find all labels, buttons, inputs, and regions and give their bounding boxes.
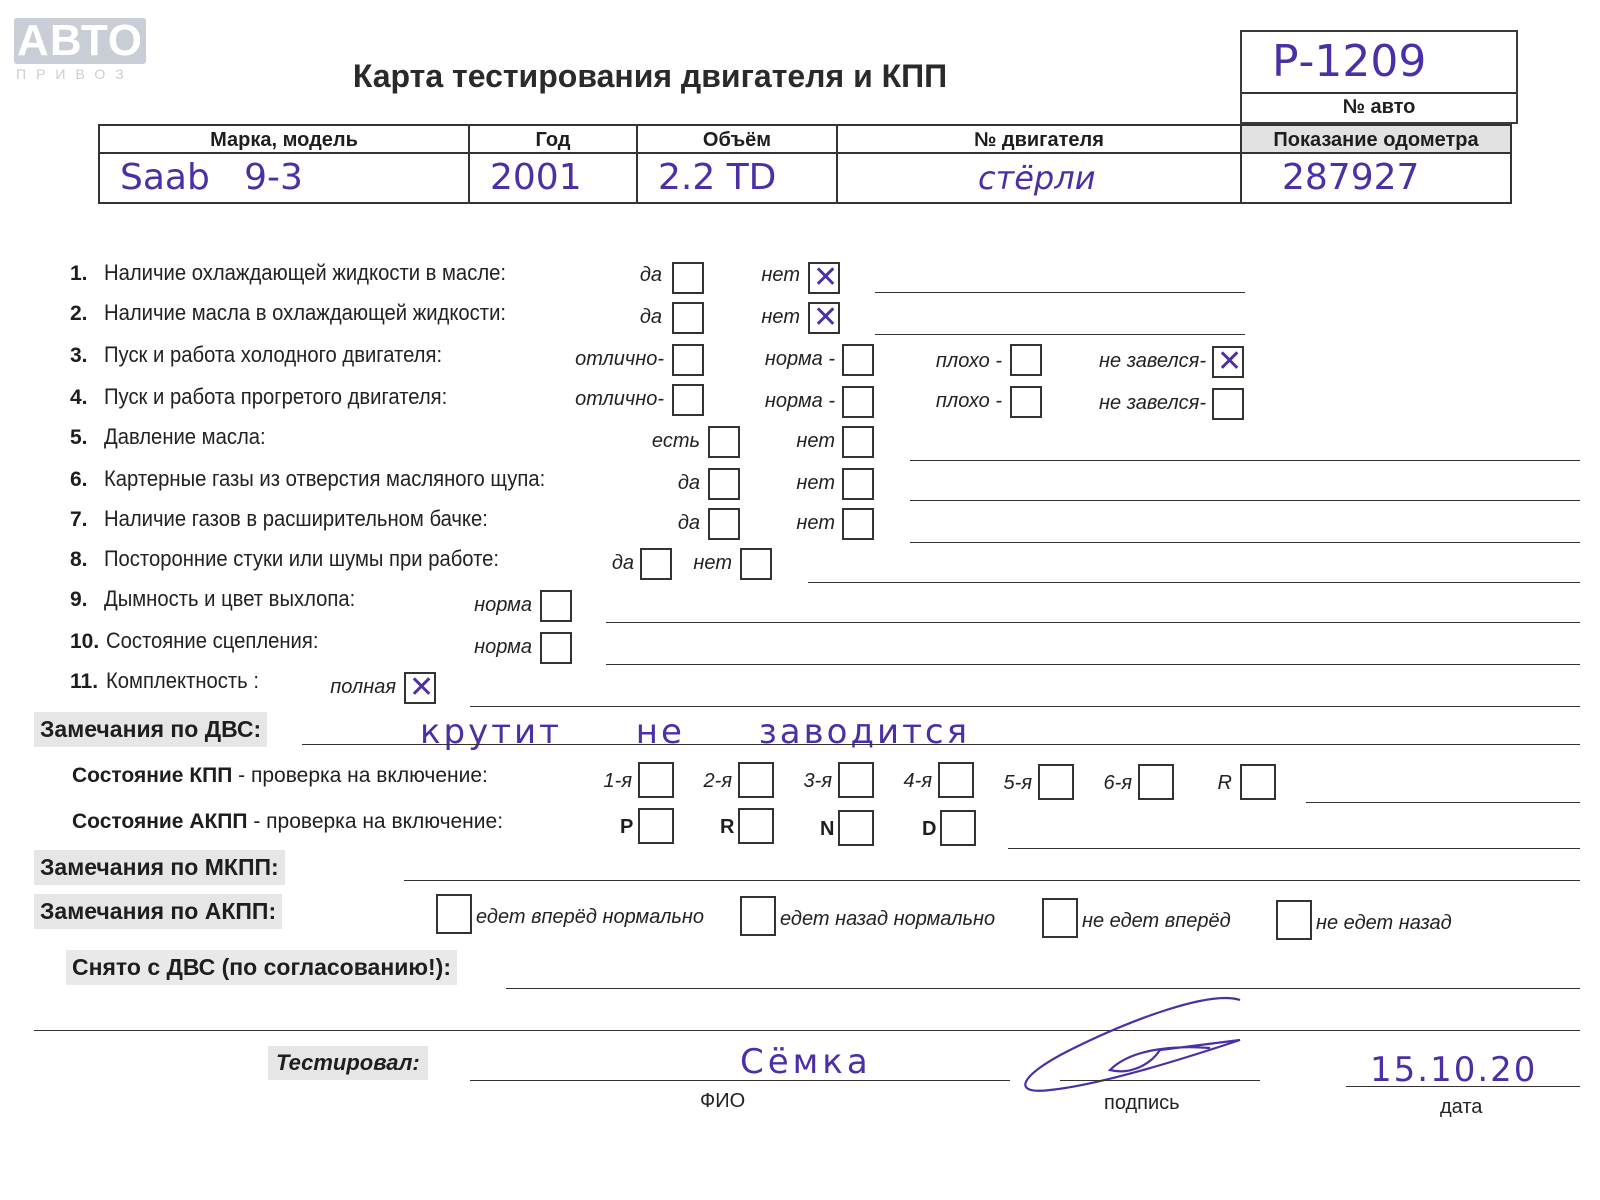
- akpp-no-forward-label: не едет вперёд: [1082, 910, 1231, 932]
- q5-label: Давление масла:: [104, 424, 266, 449]
- q10-normal-checkbox[interactable]: [540, 632, 572, 664]
- akpp-r-label: R: [720, 816, 735, 838]
- gear-3-label: 3-я: [803, 770, 832, 792]
- q4-no-start-checkbox[interactable]: [1212, 388, 1244, 420]
- q8-opt-no: нет: [693, 552, 732, 574]
- removed-label: Снято с ДВС (по согласованию!):: [66, 950, 457, 985]
- gear-1-checkbox[interactable]: [638, 762, 674, 798]
- q6-yes-checkbox[interactable]: [708, 468, 740, 500]
- date-label: дата: [1440, 1096, 1483, 1118]
- q8-no-checkbox[interactable]: [740, 548, 772, 580]
- remarks-engine-label: Замечания по ДВС:: [34, 712, 267, 747]
- gear-4-label: 4-я: [903, 770, 932, 792]
- q3-number: 3.: [70, 344, 88, 367]
- q9-normal-checkbox[interactable]: [540, 590, 572, 622]
- col-model: Марка, модель: [100, 126, 470, 152]
- page-title: Карта тестирования двигателя и КПП: [352, 58, 948, 94]
- tested-date[interactable]: 15.10.20: [1370, 1050, 1538, 1090]
- value-year: 2001: [470, 154, 638, 204]
- akpp-p-checkbox[interactable]: [638, 808, 674, 844]
- akpp-backward-ok-label: едет назад нормально: [780, 908, 996, 930]
- q6-no-checkbox[interactable]: [842, 468, 874, 500]
- q7-no-checkbox[interactable]: [842, 508, 874, 540]
- q5-yes-checkbox[interactable]: [708, 426, 740, 458]
- q10-opt-normal: норма: [474, 636, 532, 658]
- akpp-no-backward-label: не едет назад: [1316, 912, 1452, 934]
- q5-no-checkbox[interactable]: [842, 426, 874, 458]
- q4-label: Пуск и работа прогретого двигателя:: [104, 384, 448, 409]
- value-engine-number: стёрли: [838, 154, 1242, 204]
- value-odometer: 287927: [1282, 157, 1420, 198]
- akpp-forward-ok-checkbox[interactable]: [436, 894, 472, 934]
- q6-opt-no: нет: [796, 472, 835, 494]
- col-engine-number: № двигателя: [838, 126, 1242, 152]
- q2-no-checkbox[interactable]: [808, 302, 840, 334]
- q3-opt-excellent: отлично-: [575, 348, 664, 370]
- col-volume: Объём: [638, 126, 838, 152]
- gear-6-label: 6-я: [1103, 772, 1132, 794]
- q4-opt-normal: норма -: [764, 390, 835, 412]
- q7-number: 7.: [70, 508, 88, 531]
- q1-no-checkbox[interactable]: [808, 262, 840, 294]
- auto-number-label: № авто: [1342, 96, 1416, 118]
- q4-normal-checkbox[interactable]: [842, 386, 874, 418]
- q7-opt-yes: да: [677, 512, 700, 534]
- remarks-akpp-label: Замечания по АКПП:: [34, 894, 282, 929]
- akpp-forward-ok-label: едет вперёд нормально: [476, 906, 705, 928]
- q8-number: 8.: [70, 548, 88, 571]
- signature-label: подпись: [1104, 1092, 1180, 1114]
- q6-opt-yes: да: [677, 472, 700, 494]
- q11-complete-checkbox[interactable]: [404, 672, 436, 704]
- q6-label: Картерные газы из отверстия масляного щупа:: [104, 466, 546, 491]
- gear-r-label: R: [1217, 772, 1232, 794]
- value-volume: 2.2 TD: [638, 154, 838, 204]
- q4-opt-excellent: отлично-: [575, 388, 664, 410]
- gear-2-checkbox[interactable]: [738, 762, 774, 798]
- q5-number: 5.: [70, 426, 88, 449]
- q2-opt-no: нет: [761, 306, 800, 328]
- q9-opt-normal: норма: [474, 594, 532, 616]
- q11-label: Комплектность :: [106, 668, 259, 693]
- q2-label: Наличие масла в охлаждающей жидкости:: [104, 300, 507, 325]
- akpp-backward-ok-checkbox[interactable]: [740, 896, 776, 936]
- auto-number-box: [1240, 30, 1518, 124]
- akpp-no-forward-checkbox[interactable]: [1042, 898, 1078, 938]
- gear-3-checkbox[interactable]: [838, 762, 874, 798]
- q9-number: 9.: [70, 588, 88, 611]
- remarks-engine-value[interactable]: крутит не заводится: [420, 712, 971, 752]
- q1-opt-yes: да: [639, 264, 662, 286]
- q3-no-start-checkbox[interactable]: [1212, 346, 1244, 378]
- gear-1-label: 1-я: [603, 770, 632, 792]
- q7-label: Наличие газов в расширительном бачке:: [104, 506, 488, 531]
- q11-number: 11.: [70, 670, 99, 693]
- q2-number: 2.: [70, 302, 88, 325]
- akpp-n-label: N: [820, 818, 835, 840]
- gear-r-checkbox[interactable]: [1240, 764, 1276, 800]
- gear-5-checkbox[interactable]: [1038, 764, 1074, 800]
- q6-number: 6.: [70, 468, 88, 491]
- q10-number: 10.: [70, 630, 100, 653]
- q4-opt-no-start: не завелся-: [1099, 392, 1206, 414]
- akpp-d-label: D: [922, 818, 937, 840]
- auto-number-value: Р-1209: [1272, 36, 1427, 87]
- q1-yes-checkbox[interactable]: [672, 262, 704, 294]
- q4-opt-bad: плохо -: [935, 390, 1002, 412]
- q2-opt-yes: да: [639, 306, 662, 328]
- akpp-n-checkbox[interactable]: [838, 810, 874, 846]
- signature: [1010, 990, 1250, 1100]
- akpp-p-label: P: [620, 816, 634, 838]
- q7-yes-checkbox[interactable]: [708, 508, 740, 540]
- akpp-d-checkbox[interactable]: [940, 810, 976, 846]
- col-odometer: Показание одометра: [1242, 126, 1510, 152]
- company-logo-subtitle: ПРИВОЗ: [16, 66, 134, 82]
- q3-excellent-checkbox[interactable]: [672, 344, 704, 376]
- q3-normal-checkbox[interactable]: [842, 344, 874, 376]
- q1-label: Наличие охлаждающей жидкости в масле:: [104, 260, 507, 285]
- q9-label: Дымность и цвет выхлопа:: [104, 586, 356, 611]
- remarks-mkpp-label: Замечания по МКПП:: [34, 850, 285, 885]
- q3-opt-normal: норма -: [764, 348, 835, 370]
- q8-yes-checkbox[interactable]: [640, 548, 672, 580]
- kpp-label: Состояние КПП - проверка на включение:: [72, 764, 488, 787]
- company-logo: АВТО: [14, 18, 146, 64]
- q10-label: Состояние сцепления:: [106, 628, 319, 653]
- gear-5-label: 5-я: [1003, 772, 1032, 794]
- q7-opt-no: нет: [796, 512, 835, 534]
- col-year: Год: [470, 126, 638, 152]
- q1-number: 1.: [70, 262, 88, 285]
- q5-opt-no: нет: [796, 430, 835, 452]
- gear-6-checkbox[interactable]: [1138, 764, 1174, 800]
- value-model: Saab 9-3: [100, 154, 470, 204]
- akpp-label: Состояние АКПП - проверка на включение:: [72, 810, 504, 833]
- tested-name[interactable]: Сёмка: [740, 1042, 872, 1082]
- akpp-r-checkbox[interactable]: [738, 808, 774, 844]
- q3-opt-no-start: не завелся-: [1099, 350, 1206, 372]
- q1-opt-no: нет: [761, 264, 800, 286]
- q4-bad-checkbox[interactable]: [1010, 386, 1042, 418]
- q8-label: Посторонние стуки или шумы при работе:: [104, 546, 500, 571]
- gear-4-checkbox[interactable]: [938, 762, 974, 798]
- q11-opt-complete: полная: [330, 676, 396, 698]
- q5-opt-yes: есть: [651, 430, 700, 452]
- q3-label: Пуск и работа холодного двигателя:: [104, 342, 443, 367]
- q4-excellent-checkbox[interactable]: [672, 384, 704, 416]
- akpp-no-backward-checkbox[interactable]: [1276, 900, 1312, 940]
- vehicle-info-table: [98, 124, 1512, 204]
- q2-yes-checkbox[interactable]: [672, 302, 704, 334]
- q8-opt-yes: да: [611, 552, 634, 574]
- q3-bad-checkbox[interactable]: [1010, 344, 1042, 376]
- gear-2-label: 2-я: [703, 770, 732, 792]
- q3-opt-bad: плохо -: [935, 350, 1002, 372]
- fio-label: ФИО: [700, 1090, 746, 1112]
- q4-number: 4.: [70, 386, 88, 409]
- tested-label: Тестировал:: [268, 1046, 428, 1080]
